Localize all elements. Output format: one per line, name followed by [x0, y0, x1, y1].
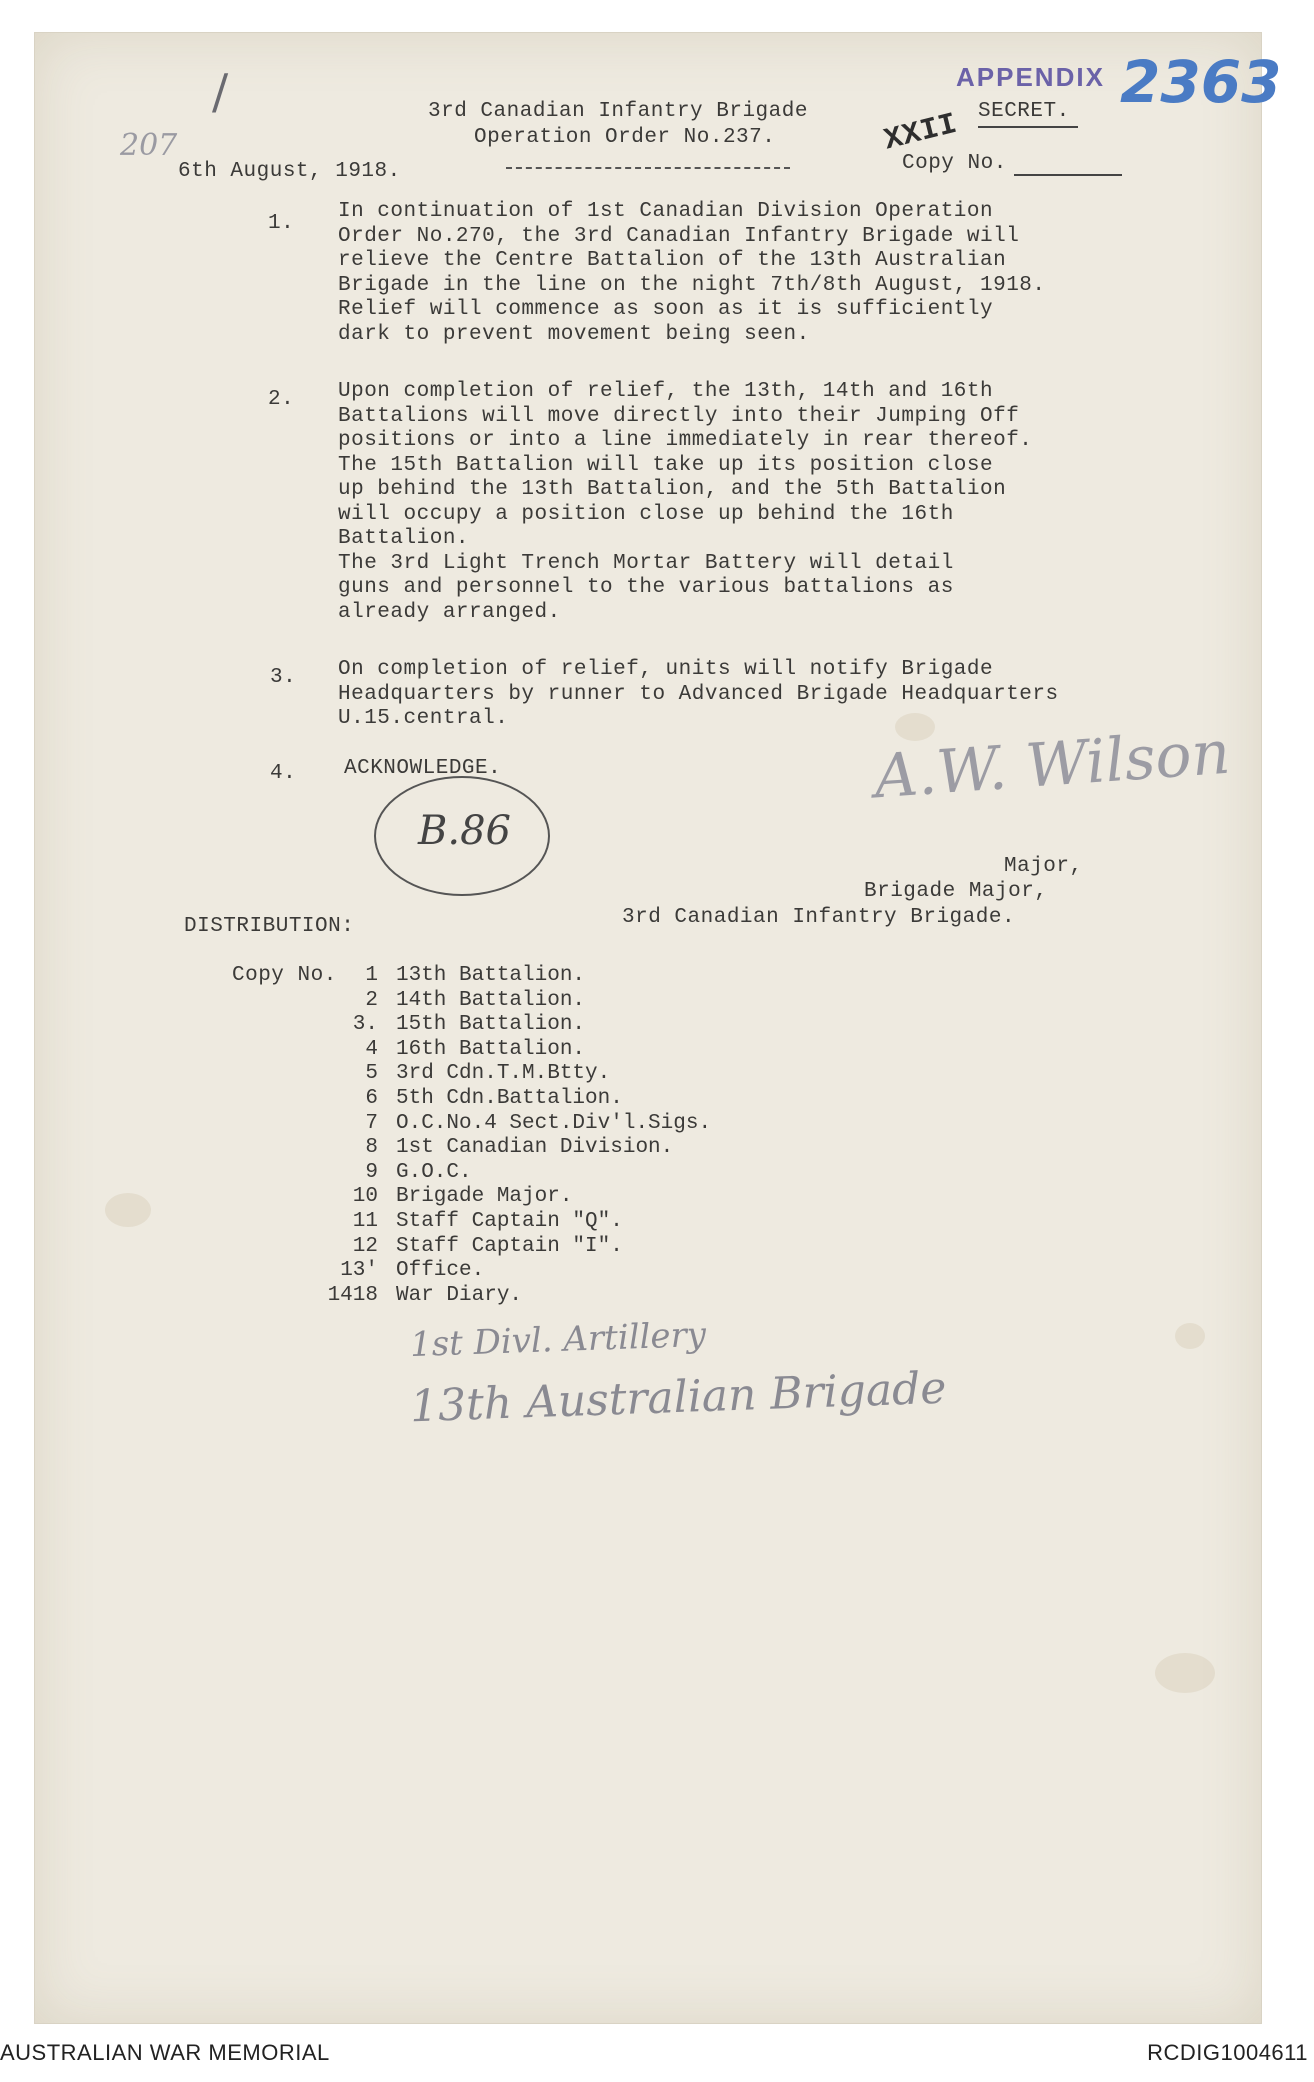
appendix-stamp: APPENDIX	[956, 62, 1105, 92]
paragraph-line: Upon completion of relief, the 13th, 14th and 16th	[338, 380, 994, 403]
distribution-copy-number: 13'	[340, 1259, 378, 1283]
distribution-recipient: Staff Captain "I".	[396, 1234, 623, 1258]
distribution-copy-number: 10	[352, 1185, 378, 1209]
paragraph-2	[338, 380, 1032, 625]
paragraph-number: 3.	[270, 666, 297, 689]
distribution-recipient: O.C.No.4 Sect.Div'l.Sigs.	[396, 1111, 712, 1135]
distribution-recipient: Brigade Major.	[396, 1185, 573, 1209]
paragraph-1	[338, 200, 1046, 347]
paragraph-line: Battalions will move directly into their Jumping Off	[338, 404, 1020, 428]
distribution-copy-label: Copy No.	[232, 964, 337, 987]
heading-dashed-underline	[506, 167, 790, 169]
distribution-recipient: 16th Battalion.	[396, 1037, 586, 1061]
distribution-copy-number: 5	[365, 1062, 378, 1086]
distribution-copy-number: 6	[365, 1087, 378, 1110]
distribution-recipient: Staff Captain "Q".	[396, 1210, 623, 1233]
handwritten-addition: 1st Divl. Artillery	[409, 1314, 707, 1366]
distribution-copy-number: 9	[365, 1160, 378, 1184]
pencil-tick-mark: /	[212, 64, 229, 120]
paragraph-line: relieve the Centre Battalion of the 13th Australian	[338, 249, 1007, 272]
copy-no-blank-line	[1014, 174, 1122, 176]
paragraph-line: Relief will commence as soon as it is sufficiently	[338, 298, 994, 321]
paragraph-3	[338, 658, 1059, 732]
brigade-heading: 3rd Canadian Infantry Brigade	[428, 100, 808, 123]
paragraph-number: 2.	[268, 388, 295, 411]
distribution-copy-number: 8	[365, 1136, 378, 1160]
secret-label: SECRET.	[978, 100, 1070, 123]
paragraph-line: The 15th Battalion will take up its position close	[338, 453, 994, 477]
distribution-copy-number: 12	[352, 1234, 378, 1258]
signature-unit: 3rd Canadian Infantry Brigade.	[622, 906, 1016, 929]
footer-record-id: RCDIG1004611	[1147, 2040, 1308, 2065]
footer-source: AUSTRALIAN WAR MEMORIAL	[0, 2040, 330, 2065]
distribution-copy-number: 11	[352, 1210, 378, 1233]
signature-rank: Major,	[1004, 855, 1083, 878]
paragraph-line: Headquarters by runner to Advanced Brigade Headquarters	[338, 682, 1059, 706]
pencil-page-number: 207	[120, 128, 178, 163]
paragraph-line: Brigade in the line on the night 7th/8th August, 1918.	[338, 273, 1046, 297]
paper-stain	[1175, 1323, 1205, 1349]
paragraph-line: up behind the 13th Battalion, and the 5th Battalion	[338, 478, 1007, 501]
paper-stain	[105, 1193, 151, 1227]
handwritten-signature: A.W. Wilson	[871, 717, 1233, 813]
distribution-recipient: 1st Canadian Division.	[396, 1136, 674, 1160]
paragraph-line: guns and personnel to the various battalions as	[338, 576, 954, 599]
paragraph-line: positions or into a line immediately in rear thereof.	[338, 429, 1033, 452]
circled-note: B.86	[418, 808, 512, 854]
distribution-copy-number: 2	[365, 988, 378, 1012]
order-date: 6th August, 1918.	[178, 160, 401, 183]
distribution-recipient: 13th Battalion.	[396, 964, 586, 987]
distribution-copy-number: 1418	[327, 1283, 378, 1307]
paragraph-line: will occupy a position close up behind the 16th	[338, 502, 954, 526]
paragraph-line: In continuation of 1st Canadian Division Operation	[338, 200, 994, 223]
paragraph-line: already arranged.	[338, 600, 561, 624]
paragraph-line: The 3rd Light Trench Mortar Battery will detail	[338, 551, 954, 575]
signature-title: Brigade Major,	[864, 880, 1048, 903]
distribution-copy-number: 4	[365, 1037, 378, 1061]
paragraph-line: ACKNOWLEDGE.	[344, 757, 502, 780]
distribution-recipient: 14th Battalion.	[396, 988, 586, 1012]
paragraph-line: U.15.central.	[338, 707, 509, 730]
distribution-recipient: Office.	[396, 1259, 485, 1283]
distribution-recipient: War Diary.	[396, 1283, 523, 1307]
distribution-recipient: 3rd Cdn.T.M.Btty.	[396, 1062, 611, 1086]
distribution-copy-number: 1	[365, 964, 378, 987]
paragraph-line: dark to prevent movement being seen.	[338, 322, 810, 346]
handwritten-addition: 13th Australian Brigade	[409, 1362, 948, 1433]
order-heading: Operation Order No.237.	[474, 126, 776, 149]
paper-stain	[1155, 1653, 1215, 1693]
paragraph-number: 4.	[270, 762, 297, 785]
roman-numeral-mark: XXII	[880, 107, 962, 159]
distribution-recipient: G.O.C.	[396, 1160, 472, 1184]
distribution-copy-number: 3.	[352, 1013, 378, 1037]
distribution-recipient: 15th Battalion.	[396, 1013, 586, 1037]
distribution-copy-number: 7	[365, 1111, 378, 1135]
secret-underline	[978, 126, 1078, 128]
paragraph-number: 1.	[268, 212, 295, 235]
paragraph-line: Order No.270, the 3rd Canadian Infantry Brigade will	[338, 224, 1020, 248]
distribution-heading: DISTRIBUTION:	[184, 915, 355, 938]
copy-no-label: Copy No.	[902, 152, 1007, 175]
blue-folio-number: 2363	[1120, 48, 1282, 116]
distribution-recipient: 5th Cdn.Battalion.	[396, 1087, 623, 1110]
paragraph-line: On completion of relief, units will notify Brigade	[338, 658, 994, 681]
paragraph-line: Battalion.	[338, 527, 470, 550]
